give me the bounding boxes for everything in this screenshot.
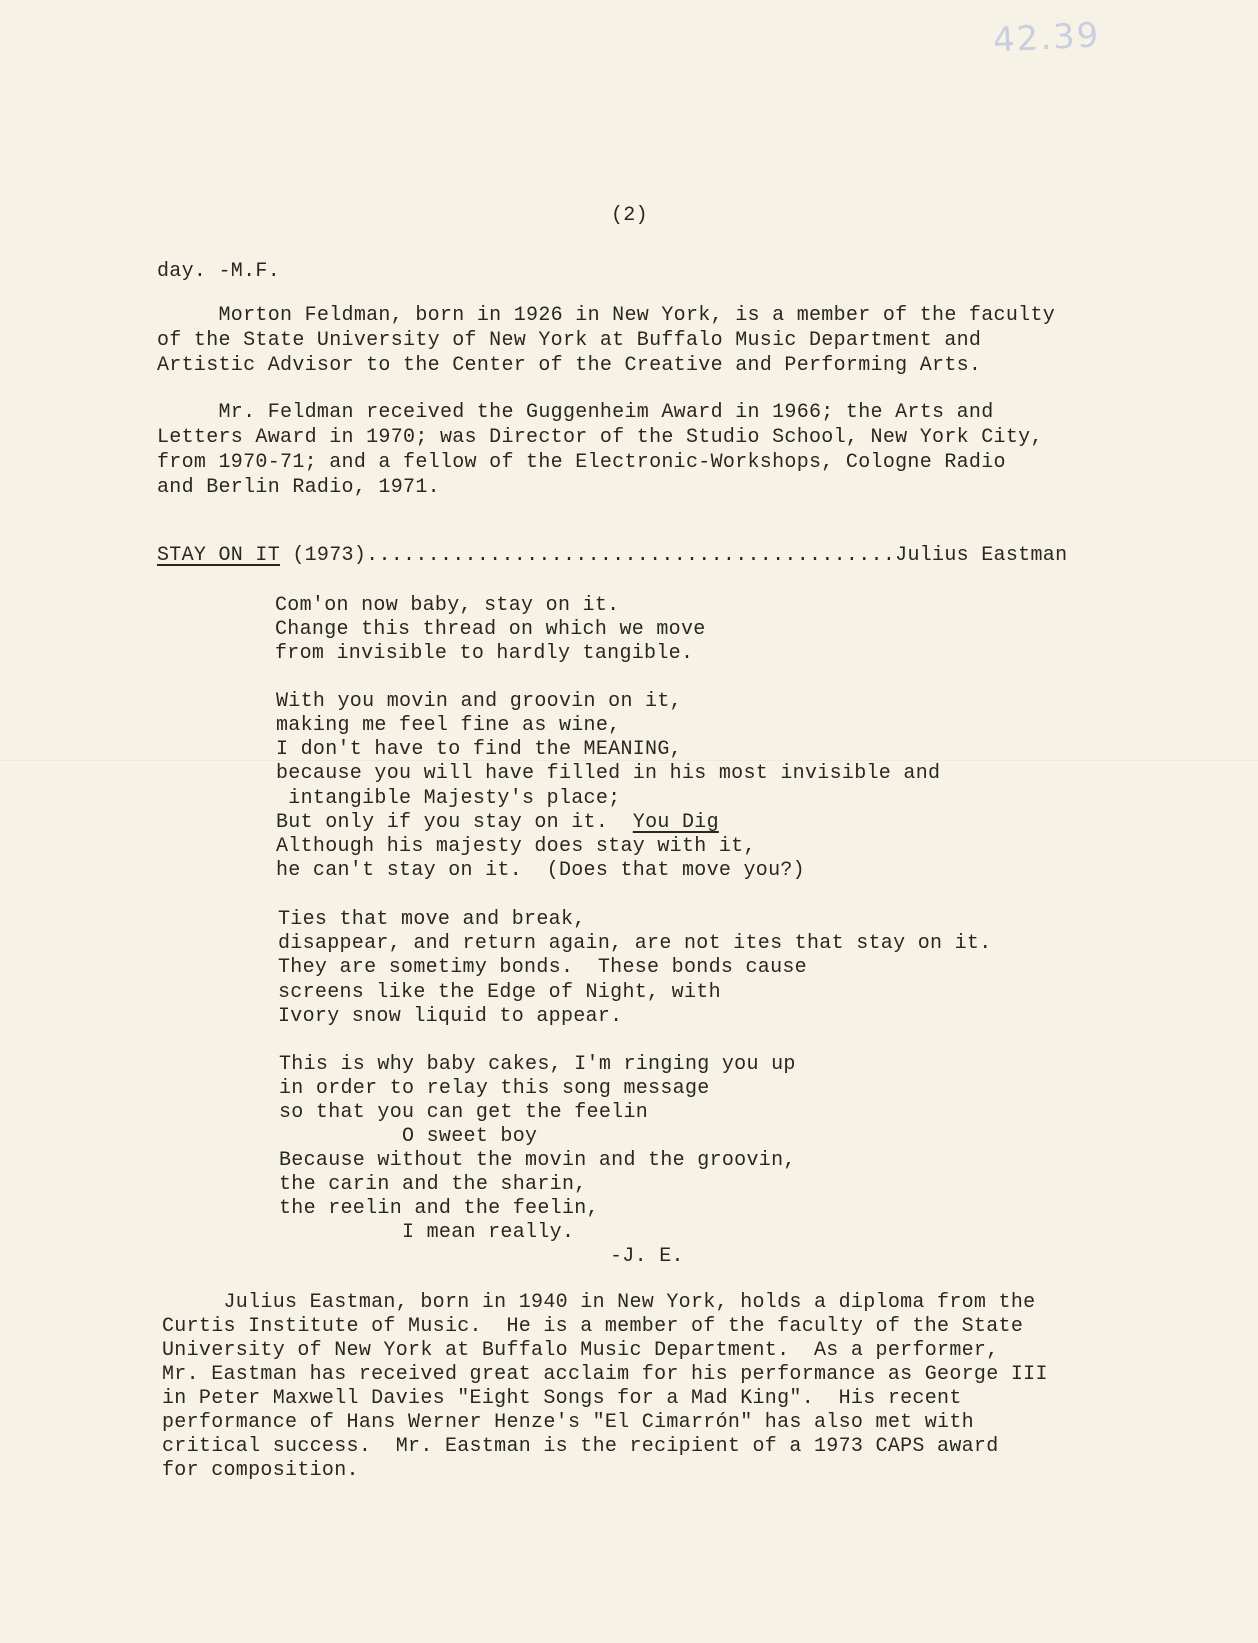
poem-line-text: But only if you stay on it.	[276, 811, 633, 834]
poem-line: They are sometimy bonds. These bonds cause	[278, 956, 807, 979]
poem-line: so that you can get the feelin	[279, 1101, 649, 1124]
page-number: (2)	[611, 204, 648, 227]
handwritten-archive-number: 42.39	[992, 15, 1102, 61]
feldman-bio-line: Artistic Advisor to the Center of the Creative and Performing Arts.	[157, 354, 982, 377]
eastman-bio-line: performance of Hans Werner Henze's "El Cimarrón" has also met with	[162, 1411, 974, 1434]
poem-line: Change this thread on which we move	[275, 618, 706, 641]
feldman-bio-line: of the State University of New York at Buffalo Music Department and	[157, 329, 982, 352]
eastman-bio-line: Mr. Eastman has received great acclaim for his performance as George III	[162, 1363, 1048, 1386]
poem-line: O sweet boy	[279, 1125, 538, 1148]
eastman-bio-line: in Peter Maxwell Davies "Eight Songs for a Mad King". His recent	[162, 1387, 962, 1410]
feldman-awards-line: and Berlin Radio, 1971.	[157, 476, 440, 499]
poem-line: the reelin and the feelin,	[279, 1197, 599, 1220]
poem-line: This is why baby cakes, I'm ringing you up	[279, 1053, 796, 1076]
poem-line: Com'on now baby, stay on it.	[275, 594, 620, 617]
eastman-bio-line: Curtis Institute of Music. He is a member of the faculty of the State	[162, 1315, 1024, 1338]
poem-line: I don't have to find the MEANING,	[276, 738, 682, 761]
feldman-bio-line: Morton Feldman, born in 1926 in New York, is a member of the faculty	[157, 304, 1056, 327]
eastman-bio-line: University of New York at Buffalo Music Department. As a performer,	[162, 1339, 999, 1362]
poem-line: I mean really.	[279, 1221, 575, 1244]
poem-line: With you movin and groovin on it,	[276, 690, 682, 713]
program-entry	[157, 543, 1067, 568]
poem-line: he can't stay on it. (Does that move you?)	[276, 859, 805, 882]
poem-line: in order to relay this song message	[279, 1077, 710, 1100]
feldman-awards-line: Mr. Feldman received the Guggenheim Award in 1966; the Arts and	[157, 401, 994, 424]
eastman-bio-line: for composition.	[162, 1459, 359, 1482]
poem-signature: -J. E.	[610, 1245, 684, 1268]
eastman-bio-line: critical success. Mr. Eastman is the recipient of a 1973 CAPS award	[162, 1435, 999, 1458]
feldman-awards-line: Letters Award in 1970; was Director of the Studio School, New York City,	[157, 426, 1043, 449]
piece-title: STAY ON IT	[157, 544, 281, 567]
closing-fragment: day. -M.F.	[157, 260, 281, 283]
feldman-awards-line: from 1970-71; and a fellow of the Electronic-Workshops, Cologne Radio	[157, 451, 1006, 474]
poem-line: the carin and the sharin,	[279, 1173, 587, 1196]
eastman-bio-line: Julius Eastman, born in 1940 in New York, holds a diploma from the	[162, 1291, 1036, 1314]
poem-line: from invisible to hardly tangible.	[275, 642, 694, 665]
poem-line: because you will have filled in his most invisible and	[276, 762, 941, 785]
poem-line: Ties that move and break,	[278, 908, 586, 931]
poem-line: intangible Majesty's place;	[276, 787, 621, 810]
poem-line: disappear, and return again, are not ites that stay on it.	[278, 932, 992, 955]
poem-line: Ivory snow liquid to appear.	[278, 1005, 623, 1028]
poem-line: making me feel fine as wine,	[276, 714, 621, 737]
poem-line: Because without the movin and the groovin,	[279, 1149, 796, 1172]
poem-line: screens like the Edge of Night, with	[278, 981, 721, 1004]
piece-year-leader: (1973)...........................................	[280, 544, 896, 567]
composer-name: Julius Eastman	[895, 544, 1068, 567]
poem-line	[276, 810, 719, 835]
you-dig-phrase: You Dig	[632, 811, 719, 834]
poem-line: Although his majesty does stay with it,	[276, 835, 756, 858]
